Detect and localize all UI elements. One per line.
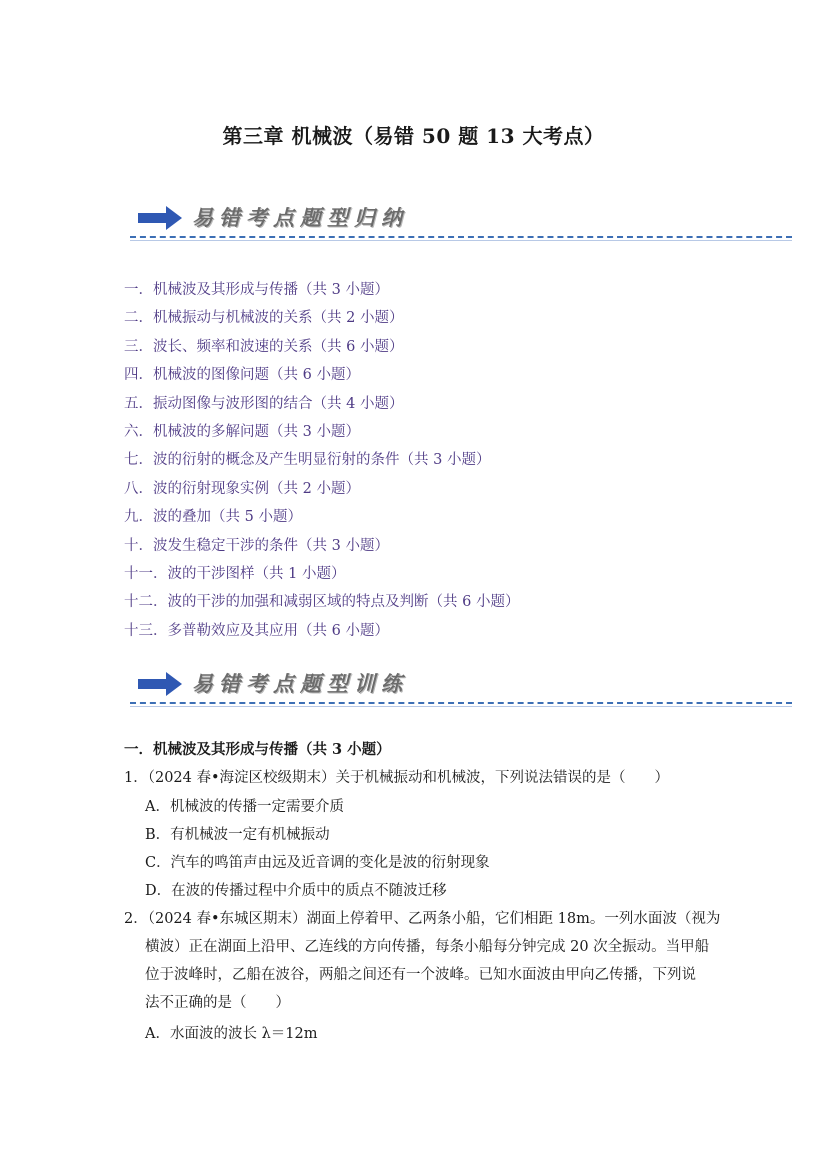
question-2-line: 法不正确的是（ ） [145,995,290,1011]
question-2-line: 2．（2024 春•东城区期末）湖面上停着甲、乙两条小船，它们相距 18m。一列水面波（视为 [124,911,721,927]
option-a[interactable]: A．水面波的波长 λ＝12m [145,1026,318,1042]
toc-item[interactable]: 九．波的叠加（共 5 小题） [124,509,302,526]
option-b[interactable]: B．有机械波一定有机械振动 [145,827,330,843]
question-2-line: 横波）正在湖面上沿甲、乙连线的方向传播，每条小船每分钟完成 20 次全振动。当甲船 [145,939,710,955]
toc-item[interactable]: 一．机械波及其形成与传播（共 3 小题） [124,282,389,298]
toc-item[interactable]: 十三．多普勒效应及其应用（共 6 小题） [124,622,389,639]
option-d[interactable]: D．在波的传播过程中介质中的质点不随波迁移 [145,883,447,899]
divider [130,706,792,707]
option-c[interactable]: C．汽车的鸣笛声由远及近音调的变化是波的衍射现象 [145,855,490,871]
divider [130,702,792,704]
section-banner-summary [130,198,792,238]
divider [130,236,792,238]
arrow-right-icon [138,672,182,696]
question-1-stem: 1．（2024 春•海淀区校级期末）关于机械振动和机械波，下列说法错误的是（ ） [124,770,670,786]
section-heading: 一．机械波及其形成与传播（共 3 小题） [124,741,391,758]
section-banner-training [130,664,792,704]
arrow-right-icon [138,206,182,230]
toc-item[interactable]: 八．波的衍射现象实例（共 2 小题） [124,480,360,497]
banner-title: 易错考点题型归纳 [192,205,408,230]
banner-title: 易错考点题型训练 [192,671,408,696]
toc-item[interactable]: 三．波长、频率和波速的关系（共 6 小题） [124,338,404,355]
option-a[interactable]: A．机械波的传播一定需要介质 [145,799,344,815]
toc-item[interactable]: 四．机械波的图像问题（共 6 小题） [124,367,360,384]
toc-item[interactable]: 十一．波的干涉图样（共 1 小题） [124,565,346,582]
toc-item[interactable]: 五．振动图像与波形图的结合（共 4 小题） [124,395,404,412]
toc-item[interactable]: 七．波的衍射的概念及产生明显衍射的条件（共 3 小题） [124,452,491,469]
divider [130,240,792,241]
toc-item[interactable]: 十二．波的干涉的加强和减弱区域的特点及判断（共 6 小题） [124,594,520,611]
page-title: 第三章 机械波（易错 50 题 13 大考点） [222,124,605,148]
toc-item[interactable]: 六．机械波的多解问题（共 3 小题） [124,423,360,440]
toc-item[interactable]: 十．波发生稳定干涉的条件（共 3 小题） [124,537,389,554]
question-2-line: 位于波峰时，乙船在波谷，两船之间还有一个波峰。已知水面波由甲向乙传播，下列说 [145,967,696,983]
table-of-contents [124,280,519,649]
toc-item[interactable]: 二．机械振动与机械波的关系（共 2 小题） [124,310,404,327]
